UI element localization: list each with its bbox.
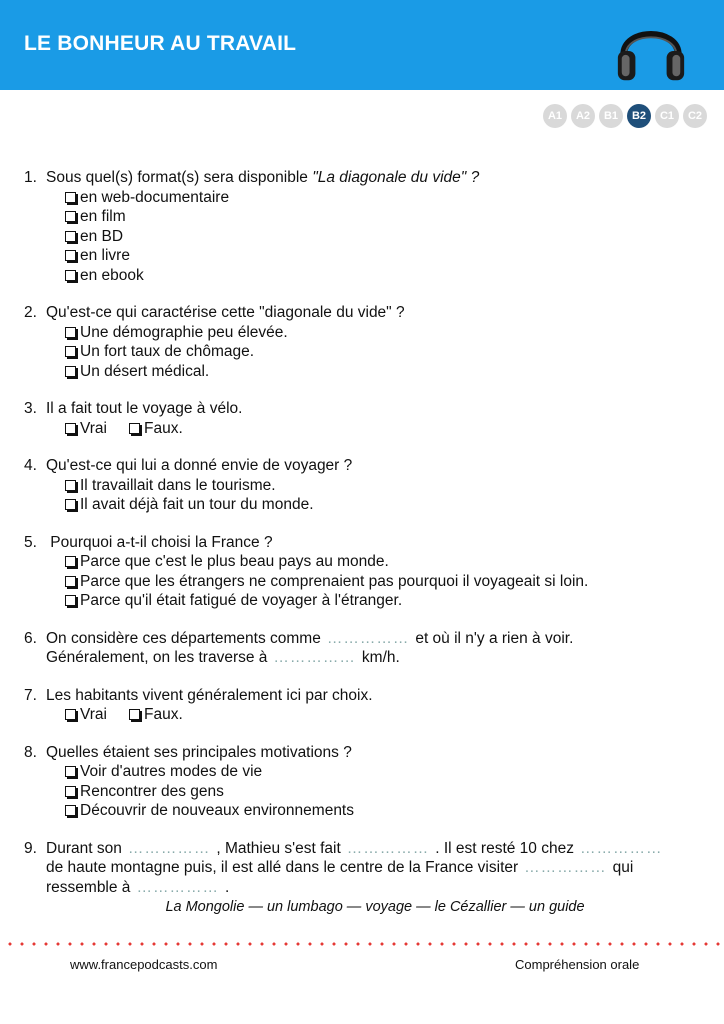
blank-field[interactable]: …………… <box>136 878 219 896</box>
checkbox-icon[interactable] <box>65 211 76 222</box>
question-text: , Mathieu s'est fait <box>216 839 341 857</box>
option-label: Voir d'autres modes de vie <box>80 763 263 780</box>
question-text: qui <box>612 859 634 876</box>
level-b2-active: B2 <box>627 104 651 128</box>
question-text: On considère ces départements comme <box>46 629 321 647</box>
question-5 <box>24 533 704 611</box>
false-option-label: Faux. <box>144 706 183 723</box>
level-c2: C2 <box>683 104 707 128</box>
blank-field[interactable]: …………… <box>127 839 211 857</box>
checkbox-icon[interactable] <box>65 270 76 281</box>
checkbox-icon[interactable] <box>65 346 76 357</box>
dotted-divider <box>4 942 720 946</box>
checkbox-icon[interactable] <box>65 327 76 338</box>
word-bank: La Mongolie — un lumbago — voyage — le Cézallier — un guide <box>165 899 585 915</box>
question-number: 4. <box>24 457 37 474</box>
blank-field[interactable]: …………… <box>326 629 410 647</box>
option-label: en ebook <box>80 266 144 284</box>
option-label: Une démographie peu élevée. <box>80 323 288 341</box>
checkbox-icon[interactable] <box>65 805 76 816</box>
option-label: Découvrir de nouveaux environnements <box>80 802 354 819</box>
question-8 <box>24 743 704 821</box>
question-number: 2. <box>24 304 37 321</box>
question-text: Qu'est-ce qui caractérise cette "diagonale du vide" ? <box>46 304 405 321</box>
page-title: LE BONHEUR AU TRAVAIL <box>24 32 297 55</box>
question-4 <box>24 456 704 515</box>
option-label: en livre <box>80 247 130 264</box>
question-number: 8. <box>24 743 37 761</box>
checkbox-icon[interactable] <box>65 250 76 261</box>
headphones-icon <box>612 10 690 88</box>
checkbox-icon[interactable] <box>65 231 76 242</box>
checkbox-icon[interactable] <box>65 786 76 797</box>
checkbox-icon[interactable] <box>65 595 76 606</box>
question-text: Quelles étaient ses principales motivations ? <box>46 743 352 761</box>
question-number: 1. <box>24 169 37 186</box>
checkbox-icon[interactable] <box>129 423 140 434</box>
question-9 <box>24 839 704 916</box>
checkbox-icon[interactable] <box>65 192 76 203</box>
question-number: 3. <box>24 400 37 417</box>
false-option-label: Faux. <box>144 419 183 437</box>
option-label: Parce que c'est le plus beau pays au monde. <box>80 553 389 570</box>
option-label: Rencontrer des gens <box>80 782 224 800</box>
checkbox-icon[interactable] <box>65 576 76 587</box>
question-6 <box>24 629 704 668</box>
checkbox-icon[interactable] <box>65 556 76 567</box>
checkbox-icon[interactable] <box>129 709 140 720</box>
question-3 <box>24 399 704 438</box>
checkbox-icon[interactable] <box>65 499 76 510</box>
question-number: 6. <box>24 629 37 647</box>
question-text: . <box>224 878 230 896</box>
option-label: en film <box>80 208 126 225</box>
question-1 <box>24 168 704 285</box>
question-text: Les habitants vivent généralement ici par choix. <box>46 686 373 704</box>
question-text: et où il n'y a rien à voir. <box>415 629 574 647</box>
option-label: Parce que les étrangers ne comprenaient pas pourquoi il voyageait si loin. <box>80 572 589 590</box>
question-text: de haute montagne puis, il est allé dans le centre de la France visiter <box>46 859 519 876</box>
question-title-italic: "La diagonale du vide" ? <box>312 169 480 186</box>
level-c1: C1 <box>655 104 679 128</box>
question-text: Généralement, on les traverse à <box>46 649 268 666</box>
true-option-label: Vrai <box>80 706 107 723</box>
question-text: ressemble à <box>46 878 131 896</box>
level-a1: A1 <box>543 104 567 128</box>
true-option-label: Vrai <box>80 419 107 437</box>
question-number: 7. <box>24 686 37 704</box>
option-label: en BD <box>80 227 124 245</box>
question-text: Durant son <box>46 839 122 857</box>
question-text: . Il est resté 10 chez <box>435 839 574 857</box>
question-number: 9. <box>24 839 37 857</box>
blank-field[interactable]: …………… <box>273 649 356 666</box>
blank-field[interactable]: …………… <box>524 859 607 876</box>
option-label: Il avait déjà fait un tour du monde. <box>80 496 314 513</box>
blank-field[interactable]: …………… <box>579 839 663 857</box>
checkbox-icon[interactable] <box>65 480 76 491</box>
question-text: km/h. <box>361 649 400 666</box>
option-label: Un désert médical. <box>80 362 210 380</box>
level-indicator <box>543 104 707 128</box>
option-label: Un fort taux de chômage. <box>80 343 255 360</box>
question-text: Qu'est-ce qui lui a donné envie de voyager ? <box>46 457 353 474</box>
option-label: Il travaillait dans le tourisme. <box>80 476 276 494</box>
question-text: Pourquoi a-t-il choisi la France ? <box>46 533 273 551</box>
question-7 <box>24 686 704 725</box>
questionnaire <box>24 168 704 933</box>
question-text: Sous quel(s) format(s) sera disponible <box>46 169 313 186</box>
question-2 <box>24 303 704 381</box>
checkbox-icon[interactable] <box>65 366 76 377</box>
checkbox-icon[interactable] <box>65 423 76 434</box>
level-a2: A2 <box>571 104 595 128</box>
question-number: 5. <box>24 533 37 551</box>
option-label: en web-documentaire <box>80 188 230 206</box>
blank-field[interactable]: …………… <box>346 839 430 857</box>
option-label: Parce qu'il était fatigué de voyager à l'étranger. <box>80 592 403 609</box>
footer-label: Compréhension orale <box>515 957 640 972</box>
level-b1: B1 <box>599 104 623 128</box>
header-banner <box>0 0 724 90</box>
question-text: Il a fait tout le voyage à vélo. <box>46 400 243 417</box>
checkbox-icon[interactable] <box>65 766 76 777</box>
footer-website: www.francepodcasts.com <box>70 957 218 972</box>
checkbox-icon[interactable] <box>65 709 76 720</box>
